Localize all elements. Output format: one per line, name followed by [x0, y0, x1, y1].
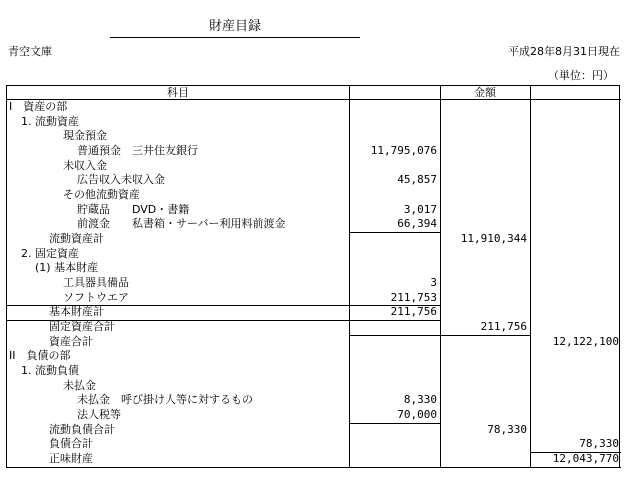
amount-cell: 11,795,076: [370, 143, 437, 157]
table-row: [7, 379, 621, 394]
amount-cell: 78,330: [579, 437, 619, 451]
table-row: [7, 188, 621, 203]
row-label: 広告収入未収入金: [77, 173, 165, 187]
table-row: [7, 393, 621, 408]
amount-cell: 70,000: [397, 407, 437, 421]
table-row: [7, 203, 621, 218]
table-row: [7, 276, 621, 291]
amount-cell: 3: [430, 275, 437, 289]
amount-cell: 66,394: [397, 217, 437, 231]
table-row: [7, 217, 621, 232]
row-label: II 負債の部: [9, 349, 71, 363]
row-label: 現金預金: [63, 129, 107, 143]
table-row: [7, 437, 621, 452]
unit-label: （単位：円）: [548, 69, 614, 82]
row-label: 法人税等: [77, 407, 121, 421]
table-row: [7, 364, 621, 379]
as-of-date: 平成28年8月31日現在: [508, 45, 620, 58]
amount-cell: 3,017: [403, 202, 437, 216]
total-rule: [530, 467, 621, 468]
organization-name: 青空文庫: [8, 45, 52, 58]
header-amount: 金額: [474, 86, 496, 99]
table-row: [7, 144, 621, 159]
row-label: ソフトウエア: [63, 290, 129, 304]
row-label: 1. 流動負債: [21, 363, 79, 377]
table-row: [7, 159, 621, 174]
row-label: 普通預金 三井住友銀行: [77, 143, 198, 157]
table-row: [7, 115, 621, 130]
row-label: 貯蔵品 DVD・書籍: [77, 202, 190, 216]
table-row: [7, 320, 621, 335]
table-row: [7, 335, 621, 350]
amount-cell: 211,756: [480, 319, 527, 333]
table-row: [7, 349, 621, 364]
row-label: 未収入金: [63, 158, 107, 172]
amount-cell: 12,043,770: [552, 451, 619, 465]
property-inventory-table: [6, 85, 620, 468]
table-row: [7, 291, 621, 306]
row-label: 固定資産合計: [49, 319, 115, 333]
row-label: 資産合計: [49, 334, 93, 348]
row-label: その他流動資産: [63, 187, 140, 201]
table-row: [7, 452, 621, 467]
row-label: 未払金 呼び掛け人等に対するもの: [77, 393, 253, 407]
row-label: 1. 流動資産: [21, 114, 79, 128]
row-label: 流動資産計: [49, 231, 104, 245]
row-label: 流動負債合計: [49, 422, 115, 436]
table-row: [7, 408, 621, 423]
table-row: [7, 423, 621, 438]
row-label: I 資産の部: [9, 100, 68, 113]
table-row: [7, 247, 621, 262]
amount-cell: 211,756: [390, 305, 437, 319]
amount-cell: 78,330: [487, 422, 527, 436]
table-row: [7, 129, 621, 144]
row-label: 工具器具備品: [63, 275, 129, 289]
row-label: 基本財産計: [49, 305, 104, 319]
row-label: 2. 固定資産: [21, 246, 79, 260]
amount-cell: 211,753: [390, 290, 437, 304]
amount-cell: 11,910,344: [460, 231, 527, 245]
document-title: 財産目録: [110, 19, 360, 38]
row-label: (1) 基本財産: [35, 261, 99, 275]
table-row: [7, 232, 621, 247]
table-row: [7, 305, 621, 320]
row-label: 未払金: [63, 378, 96, 392]
amount-cell: 8,330: [403, 393, 437, 407]
row-label: 正味財産: [49, 451, 93, 465]
amount-cell: 45,857: [397, 173, 437, 187]
table-row: [7, 173, 621, 188]
row-label: 負債合計: [49, 437, 93, 451]
header-account: 科目: [167, 86, 189, 99]
table-row: [7, 261, 621, 276]
row-label: 前渡金 私書箱・サーバー利用料前渡金: [77, 217, 286, 231]
amount-cell: 12,122,100: [552, 334, 619, 348]
table-row: [7, 100, 621, 115]
